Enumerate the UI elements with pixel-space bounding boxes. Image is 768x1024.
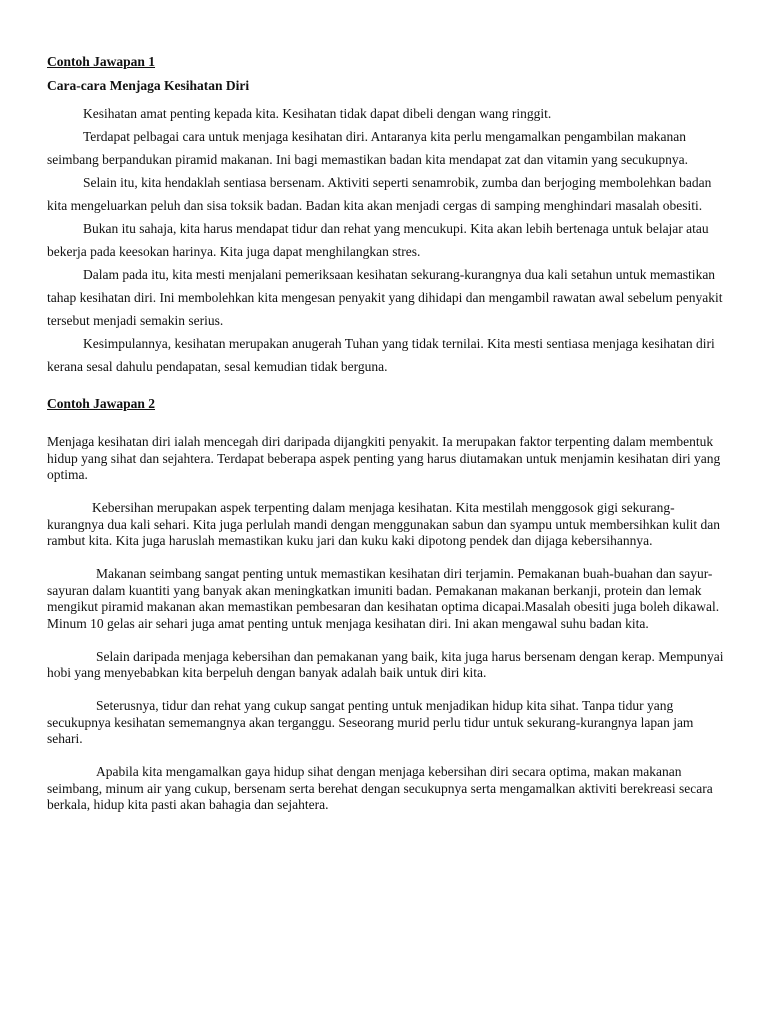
section1-paragraph: Terdapat pelbagai cara untuk menjaga kesihatan diri. Antaranya kita perlu mengamalkan pengambilan makanan seimbang berpandukan piramid makanan. Ini bagi memastikan badan kita mendapat zat dan vitamin yang secukupnya.: [47, 129, 689, 167]
section1-paragraph: Dalam pada itu, kita mesti menjalani pemeriksaan kesihatan sekurang-kurangnya dua kali setahun untuk memastikan tahap kesihatan diri. Ini membolehkan kita mengesan penyakit yang dihidapi dan mengambil rawatan awal sebelum penyakit tersebut menjadi semakin serius.: [47, 267, 723, 328]
section1-paragraph: Selain itu, kita hendaklah sentiasa bersenam. Aktiviti seperti senamrobik, zumba dan berjoging membolehkan badan kita mengeluarkan peluh dan sisa toksik badan. Badan kita akan menjadi cergas di samping menghindari masalah obesiti.: [47, 175, 712, 213]
section2-paragraph: Makanan seimbang sangat penting untuk memastikan kesihatan diri terjamin. Pemakanan buah-buahan dan sayur-sayuran dalam kuantiti yang banyak akan meningkatkan imuniti badan. Pemakanan makanan berkanji, protein dan lemak mengikut piramid makanan akan memastikan pembesaran dan kesihatan optima dicapai.Masalah obesiti juga boleh dikawal. Minum 10 gelas air sehari juga amat penting untuk menjaga kesihatan diri. Ini akan mengawal suhu badan kita.: [47, 566, 720, 631]
section1-subtitle: Cara-cara Menjaga Kesihatan Diri: [47, 78, 250, 93]
section1-title: Contoh Jawapan 1: [47, 54, 156, 69]
section1-paragraph: Kesihatan amat penting kepada kita. Kesihatan tidak dapat dibeli dengan wang ringgit.: [83, 106, 552, 121]
section2-body: [47, 434, 724, 814]
section2-paragraph: Kebersihan merupakan aspek terpenting dalam menjaga kesihatan. Kita mestilah menggosok gigi sekurang-kurangnya dua kali sehari. Kita juga perlulah mandi dengan menggunakan sabun dan syampu untuk membersihkan kulit dan rambut kita. Kita juga haruslah memastikan kuku jari dan kuku kaki dipotong pendek dan dijaga kebersihannya.: [47, 500, 720, 548]
section1-body: [47, 102, 724, 378]
section2-title: Contoh Jawapan 2: [47, 396, 156, 411]
section2-paragraph: Menjaga kesihatan diri ialah mencegah diri daripada dijangkiti penyakit. Ia merupakan faktor terpenting dalam membentuk hidup yang sihat dan sejahtera. Terdapat beberapa aspek penting yang harus diutamakan untuk menjamin kesihatan diri yang optima.: [47, 434, 721, 482]
section1-paragraph: Bukan itu sahaja, kita harus mendapat tidur dan rehat yang mencukupi. Kita akan lebih bertenaga untuk belajar atau bekerja pada keesokan harinya. Kita juga dapat menghilangkan stres.: [47, 221, 709, 259]
section2-paragraph: Apabila kita mengamalkan gaya hidup sihat dengan menjaga kebersihan diri secara optima, makan makanan seimbang, minum air yang cukup, bersenam serta berehat dengan secukupnya serta mengamalkan aktiviti berekreasi secara berkala, hidup kita pasti akan bahagia dan sejahtera.: [47, 764, 713, 812]
section1-paragraph: Kesimpulannya, kesihatan merupakan anugerah Tuhan yang tidak ternilai. Kita mesti sentiasa menjaga kesihatan diri kerana sesal dahulu pendapatan, sesal kemudian tidak berguna.: [47, 336, 715, 374]
section2-paragraph: Seterusnya, tidur dan rehat yang cukup sangat penting untuk menjadikan hidup kita sihat. Tanpa tidur yang secukupnya kesihatan sememangnya akan terganggu. Seseorang murid perlu tidur untuk sekurang-kurangnya lapan jam sehari.: [47, 698, 694, 746]
section2-paragraph: Selain daripada menjaga kebersihan dan pemakanan yang baik, kita juga harus bersenam dengan kerap. Mempunyai hobi yang menyebabkan kita berpeluh dengan banyak adalah baik untuk diri kita.: [47, 648, 724, 680]
